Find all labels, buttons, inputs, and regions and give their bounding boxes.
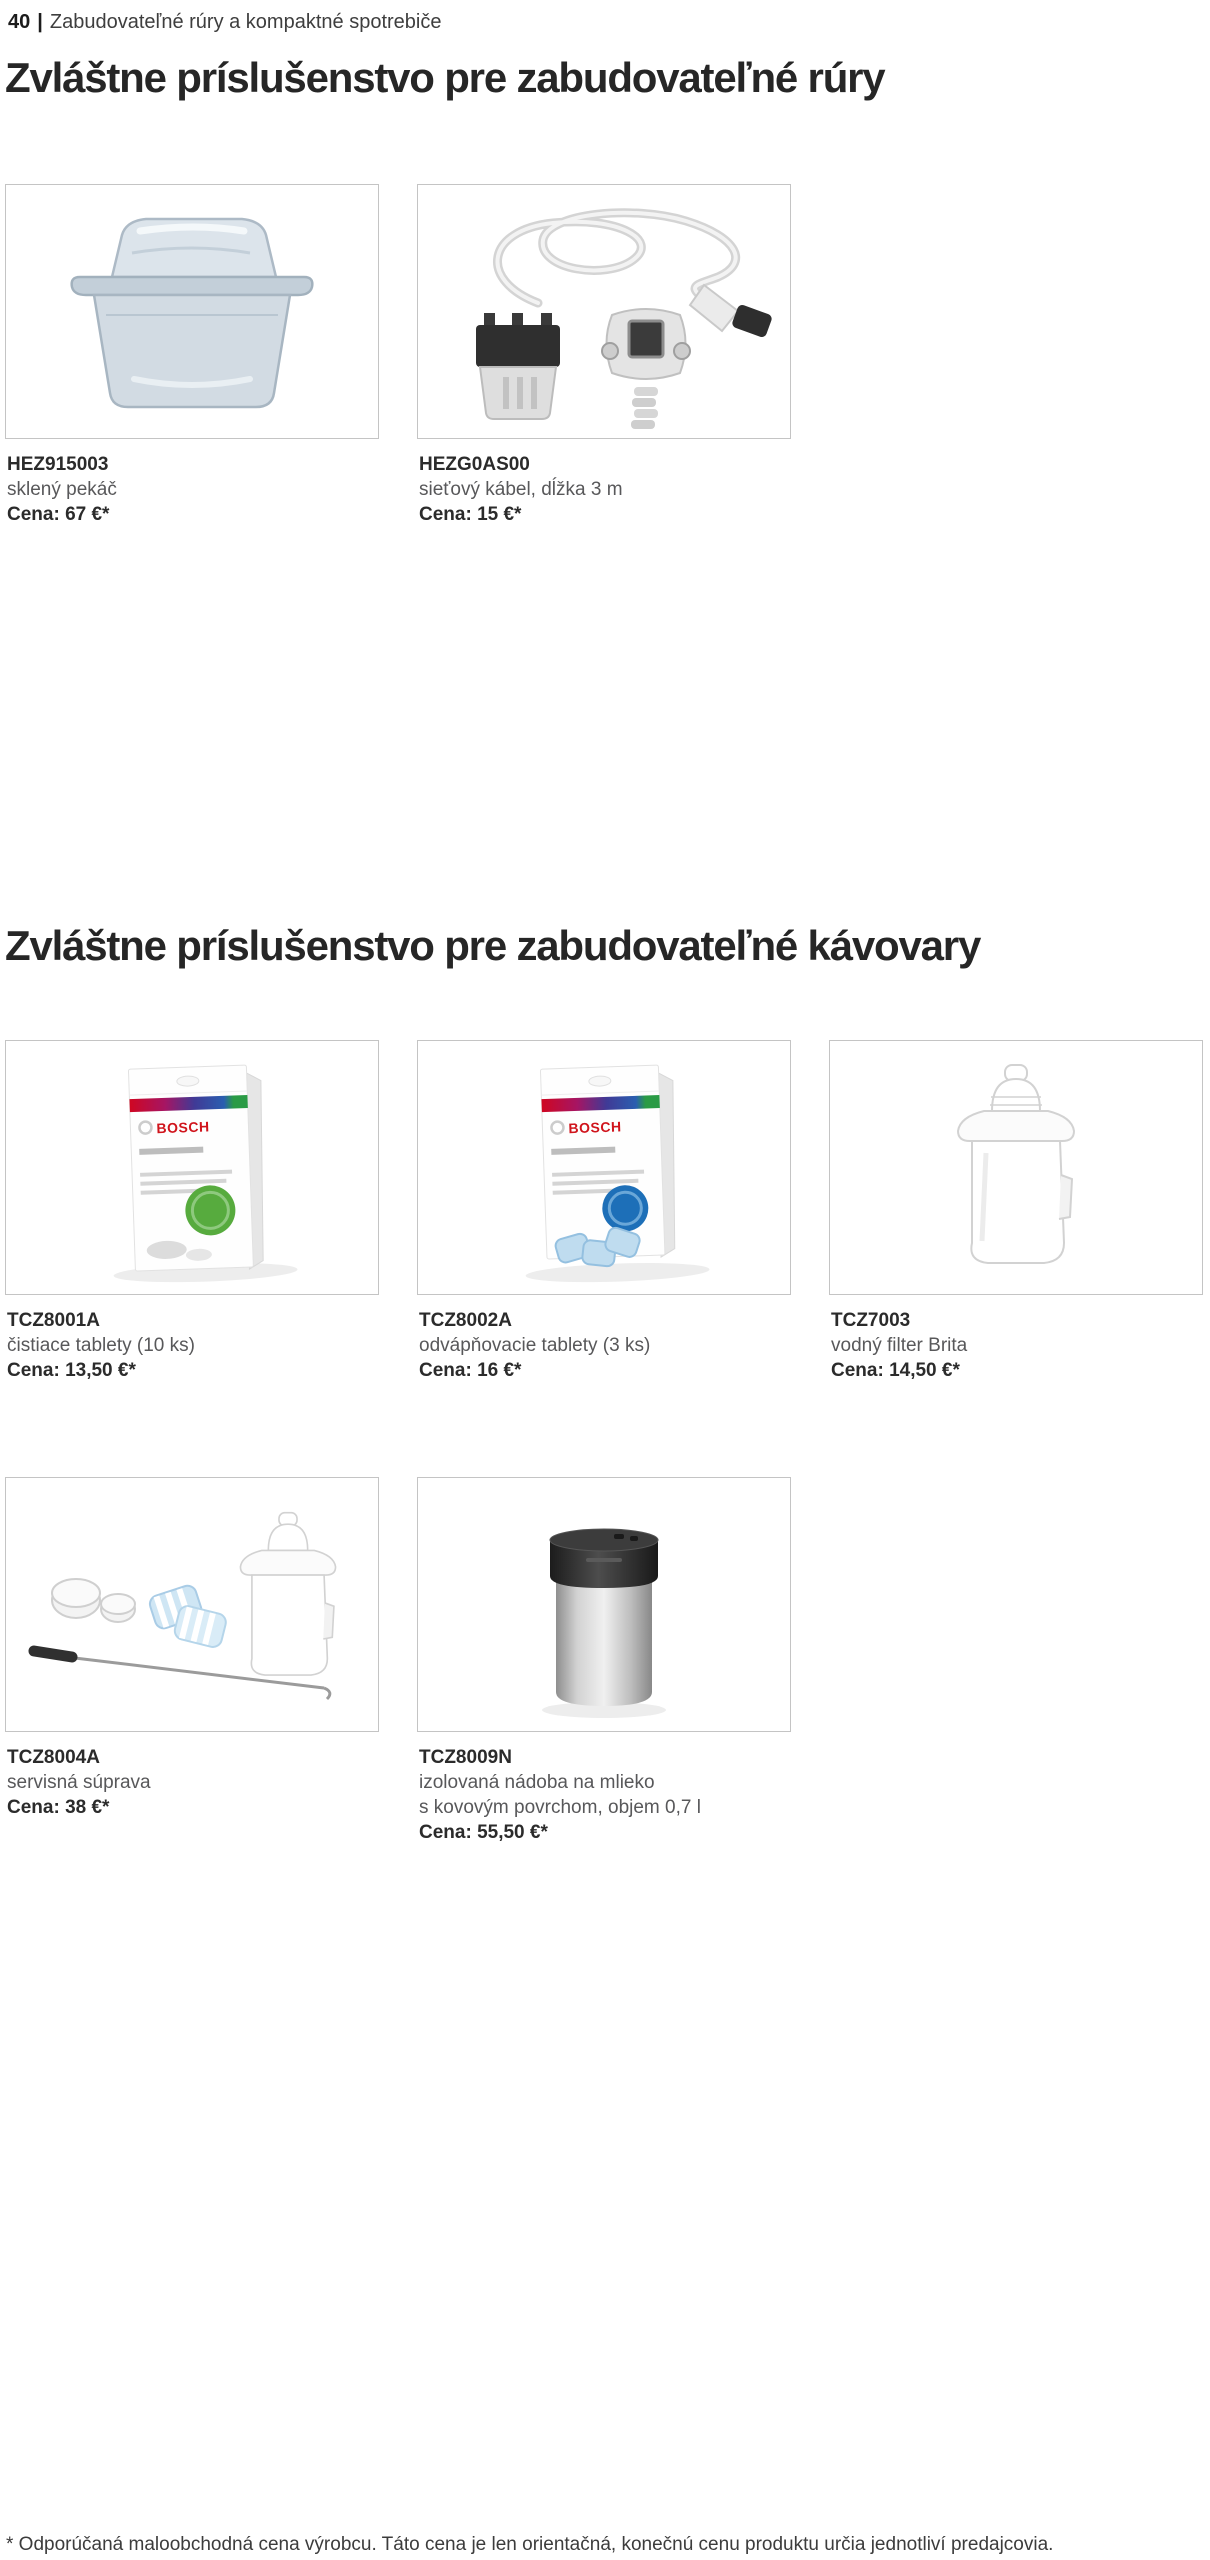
product-code: HEZG0AS00 [419, 454, 530, 475]
product-code: TCZ7003 [831, 1310, 911, 1331]
product-grid-coffee-row1 [5, 1040, 1203, 1383]
product-description: čistiace tablety (10 ks) [7, 1335, 195, 1356]
section-title-ovens: Zvláštne príslušenstvo pre zabudovateľné rúry [5, 54, 885, 101]
product-description: odvápňovacie tablety (3 ks) [419, 1335, 651, 1356]
svg-text:BOSCH: BOSCH [156, 1118, 210, 1137]
product-price: Cena: 16 €* [419, 1360, 522, 1381]
power-cable-image [418, 185, 790, 438]
header-separator: | [37, 11, 43, 33]
service-kit-image [6, 1478, 378, 1731]
descaling-tablets-box-image [418, 1041, 790, 1294]
product-description: s kovovým povrchom, objem 0,7 l [419, 1797, 701, 1818]
product-code: TCZ8009N [419, 1747, 512, 1768]
water-filter-image [830, 1041, 1202, 1294]
product-label [5, 452, 379, 527]
product-price: Cena: 14,50 €* [831, 1360, 960, 1381]
glass-roaster-image [6, 185, 378, 438]
product-description: sieťový kábel, dĺžka 3 m [419, 479, 623, 500]
page-header [8, 10, 441, 34]
product-price: Cena: 13,50 €* [7, 1360, 136, 1381]
product-description: izolovaná nádoba na mlieko [419, 1772, 655, 1793]
product-card-hezg0as00 [417, 184, 791, 527]
product-code: TCZ8001A [7, 1310, 100, 1331]
product-card-hez915003 [5, 184, 379, 527]
product-description: sklený pekáč [7, 479, 117, 500]
product-price: Cena: 55,50 €* [419, 1822, 548, 1843]
product-card-tcz8009n [417, 1477, 791, 1845]
product-card-tcz8002a [417, 1040, 791, 1383]
svg-text:BOSCH: BOSCH [568, 1118, 622, 1137]
product-code: HEZ915003 [7, 454, 109, 475]
product-price: Cena: 15 €* [419, 504, 522, 525]
product-description: vodný filter Brita [831, 1335, 968, 1356]
product-grid-coffee-row2 [5, 1477, 1203, 1845]
product-label [5, 1308, 379, 1383]
product-image-frame [5, 184, 379, 439]
product-image-frame [417, 1040, 791, 1295]
page-category: Zabudovateľné rúry a kompaktné spotrebiče [49, 11, 442, 33]
price-footnote: * Odporúčaná maloobchodná cena výrobcu. Táto cena je len orientačná, konečnú cenu produktu určia jednotliví predajcovia. [6, 2534, 1054, 2555]
product-description: servisná súprava [7, 1772, 151, 1793]
product-price: Cena: 38 €* [7, 1797, 110, 1818]
product-image-frame [417, 1477, 791, 1732]
section-title-coffee: Zvláštne príslušenstvo pre zabudovateľné kávovary [5, 922, 981, 969]
product-card-tcz7003 [829, 1040, 1203, 1383]
product-code: TCZ8004A [7, 1747, 100, 1768]
product-card-tcz8001a [5, 1040, 379, 1383]
page-number: 40 [8, 11, 31, 33]
product-grid-ovens [5, 184, 1203, 527]
cleaning-tablets-box-image [6, 1041, 378, 1294]
product-price: Cena: 67 €* [7, 504, 110, 525]
product-image-frame [417, 184, 791, 439]
product-image-frame [829, 1040, 1203, 1295]
product-label [5, 1745, 379, 1820]
product-label [417, 1745, 791, 1845]
product-label [417, 452, 791, 527]
product-card-tcz8004a [5, 1477, 379, 1845]
product-code: TCZ8002A [419, 1310, 512, 1331]
product-label [829, 1308, 1203, 1383]
milk-container-image [418, 1478, 790, 1731]
product-image-frame [5, 1040, 379, 1295]
product-image-frame [5, 1477, 379, 1732]
product-label [417, 1308, 791, 1383]
